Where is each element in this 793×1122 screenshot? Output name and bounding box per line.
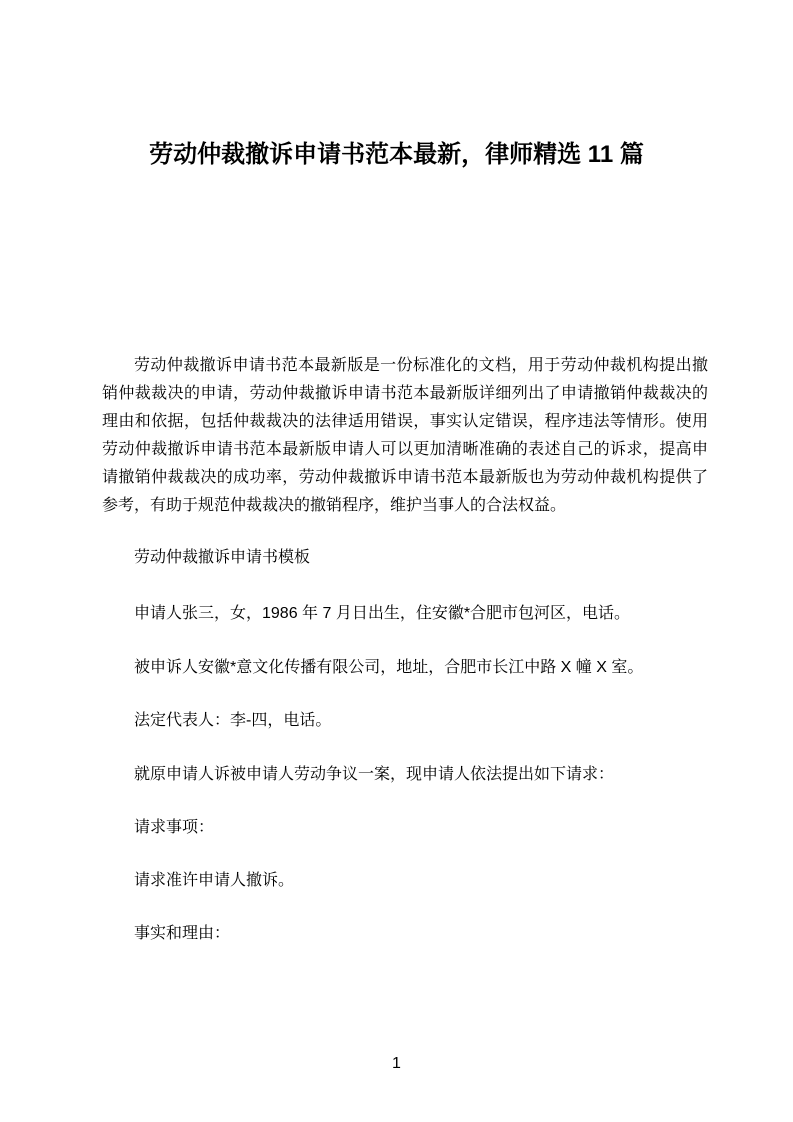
paragraph-applicant-info: 申请人张三，女，1986 年 7 月日出生，住安徽*合肥市包河区，电话。 <box>134 605 631 622</box>
page-number: 1 <box>392 1055 401 1072</box>
paragraph-facts-reasons-label: 事实和理由： <box>134 925 231 942</box>
paragraph-respondent-info: 被申诉人安徽*意文化传播有限公司，地址，合肥市长江中路 X 幢 X 室。 <box>134 659 644 676</box>
intro-paragraph: 劳动仲裁撤诉申请书范本最新版是一份标准化的文档，用于劳动仲裁机构提出撤销仲裁裁决的申请，劳动仲裁撤诉申请书范本最新版详细列出了申请撤销仲裁裁决的理由和依据，包括仲裁裁决的法律适用错误，事实认定错误，程序违法等情形。使用劳动仲裁撤诉申请书范本最新版申请人可以更加清晰准确的表述自己的诉求，提高申请撤销仲裁裁决的成功率，劳动仲裁撤诉申请书范本最新版也为劳动仲裁机构提供了参考，有助于规范仲裁裁决的撤销程序，维护当事人的合法权益。 <box>102 357 708 514</box>
paragraph-template-heading: 劳动仲裁撤诉申请书模板 <box>134 549 311 566</box>
paragraph-legal-representative: 法定代表人：李-四，电话。 <box>134 712 332 729</box>
paragraph-case-statement: 就原申请人诉被申请人劳动争议一案，现申请人依法提出如下请求： <box>134 766 615 783</box>
paragraph-withdrawal-request: 请求准许申请人撤诉。 <box>134 872 295 889</box>
document-title: 劳动仲裁撤诉申请书范本最新，律师精选 11 篇 <box>149 141 644 168</box>
paragraph-request-items-label: 请求事项： <box>134 819 215 836</box>
